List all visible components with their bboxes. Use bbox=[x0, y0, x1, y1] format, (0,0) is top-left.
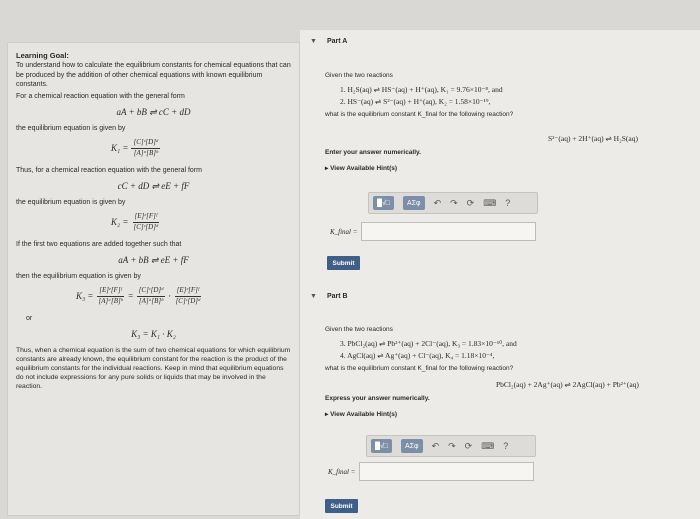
part-b-given: Given the two reactions bbox=[325, 326, 393, 333]
part-a-title: Part A bbox=[326, 38, 348, 45]
reset-icon[interactable]: ⟳ bbox=[466, 197, 475, 208]
k1-denominator: [A]ᵃ[B]ᵇ bbox=[133, 148, 158, 157]
part-a-instruction: Enter your answer numerically. bbox=[325, 149, 421, 156]
part-a-answer-row bbox=[330, 222, 536, 241]
part-b-submit-button[interactable]: Submit bbox=[325, 499, 358, 513]
given-by-2: the equilibrium equation is given by bbox=[16, 198, 126, 206]
intro-text-3: If the first two equations are added together such that bbox=[16, 241, 182, 249]
goal-title: Learning Goal: bbox=[16, 51, 69, 60]
greek-symbols-button[interactable]: ΑΣφ bbox=[401, 439, 423, 453]
intro-text-2: Thus, for a chemical reaction equation with the general form bbox=[16, 167, 202, 175]
templates-button[interactable]: █√□ bbox=[371, 439, 392, 453]
k1-numerator: [C]ᶜ[D]ᵈ bbox=[131, 138, 160, 148]
question-panel bbox=[300, 30, 700, 519]
part-a-hints-label: View Available Hint(s) bbox=[330, 165, 398, 172]
part-a-submit-button[interactable]: Submit bbox=[327, 256, 360, 270]
part-b-answer-input[interactable] bbox=[359, 462, 534, 481]
part-a-question: what is the equilibrium constant K_final for the following reaction? bbox=[325, 111, 514, 118]
part-a-answer-label: K_final = bbox=[330, 227, 358, 236]
k1-expression bbox=[16, 138, 291, 158]
keyboard-icon[interactable]: ⌨ bbox=[481, 440, 495, 451]
k3-num-b: [C]ᶜ[D]ᵈ bbox=[137, 286, 166, 296]
part-b-instruction: Express your answer numerically. bbox=[325, 395, 430, 402]
chevron-down-icon: ▼ bbox=[310, 293, 317, 300]
k3-den-b: [A]ᵃ[B]ᵇ bbox=[138, 296, 164, 305]
given-by-3: then the equilibrium equation is given by bbox=[16, 272, 141, 280]
part-b-hints-link[interactable]: ▸ View Available Hint(s) bbox=[325, 411, 398, 418]
part-b-answer-row bbox=[328, 462, 534, 481]
greek-symbols-button[interactable]: ΑΣφ bbox=[403, 196, 425, 210]
part-a-reaction-1: 1. H₂S(aq) ⇌ HS⁻(aq) + H⁺(aq), K₁ = 9.76×10⁻⁸, and bbox=[340, 85, 503, 94]
part-b-target-reaction: PbCl₂(aq) + 2Ag⁺(aq) ⇌ 2AgCl(aq) + Pb²⁺(aq) bbox=[496, 380, 639, 389]
redo-icon[interactable]: ↷ bbox=[450, 197, 458, 208]
part-b-question: what is the equilibrium constant K_final for the following reaction? bbox=[325, 365, 514, 372]
k2-lhs: K₂ = bbox=[111, 217, 129, 228]
k2-numerator: [E]ᵉ[F]ᶠ bbox=[133, 212, 160, 222]
k1-lhs: K₁ = bbox=[111, 143, 129, 154]
given-by-1: the equilibrium equation is given by bbox=[16, 125, 126, 133]
part-b-toolbar bbox=[366, 435, 536, 457]
part-b-hints-label: View Available Hint(s) bbox=[330, 411, 398, 418]
or-text: or bbox=[26, 315, 33, 323]
undo-icon[interactable]: ↶ bbox=[433, 197, 442, 208]
part-b-header[interactable] bbox=[310, 293, 348, 300]
part-b-title: Part B bbox=[326, 293, 348, 300]
k3-num-a: [E]ᵉ[F]ᶠ bbox=[97, 286, 124, 296]
k2-expression bbox=[16, 212, 291, 232]
part-a-toolbar bbox=[368, 192, 538, 214]
help-icon[interactable]: ? bbox=[503, 441, 509, 451]
k3-den-a: [A]ᵃ[B]ᵇ bbox=[98, 296, 123, 305]
reset-icon[interactable]: ⟳ bbox=[464, 440, 473, 451]
part-a-reaction-2: 2. HS⁻(aq) ⇌ S²⁻(aq) + H⁺(aq), K₂ = 1.58×10⁻¹⁹, bbox=[340, 97, 491, 106]
goal-text: To understand how to calculate the equilibrium constants for chemical equations that can be produced by the addition of other chemical equations with known equilibrium constants. bbox=[16, 62, 291, 88]
part-a-target-reaction: S²⁻(aq) + 2H⁺(aq) ⇌ H₂S(aq) bbox=[548, 134, 638, 143]
k3-num-c: [E]ᵉ[F]ᶠ bbox=[175, 286, 202, 296]
part-a-header[interactable] bbox=[310, 38, 347, 45]
k2-denominator: [C]ᶜ[D]ᵈ bbox=[133, 222, 159, 231]
chevron-down-icon: ▼ bbox=[310, 38, 317, 45]
part-b-reaction-4: 4. AgCl(aq) ⇌ Ag⁺(aq) + Cl⁻(aq), K₄ = 1.18×10⁻⁴, bbox=[340, 351, 495, 360]
k3-expression bbox=[16, 286, 291, 306]
general-equation-2: cC + dD ⇌ eE + fF bbox=[117, 180, 190, 191]
general-equation-1: aA + bB ⇌ cC + dD bbox=[116, 106, 191, 117]
part-a-hints-link[interactable]: ▸ View Available Hint(s) bbox=[325, 165, 398, 172]
help-icon[interactable]: ? bbox=[505, 198, 511, 208]
redo-icon[interactable]: ↷ bbox=[448, 440, 456, 451]
k3-lhs: K₃ = bbox=[76, 291, 94, 302]
part-a-answer-input[interactable] bbox=[361, 222, 536, 241]
general-equation-3: aA + bB ⇌ eE + fF bbox=[118, 254, 189, 265]
k3-product: K₃ = K₁ · K₂ bbox=[131, 328, 176, 339]
k3-dot: · bbox=[168, 291, 171, 302]
k3-equals: = bbox=[127, 291, 134, 302]
part-a-given: Given the two reactions bbox=[325, 72, 393, 79]
final-paragraph: Thus, when a chemical equation is the sum of two chemical equations for which equilibrium constants are already known, the equilibrium constant for the reaction is the product of the equilibrium constants for the individual reactions. Keep in mind that equilibrium equations do not include expressions for any pure solids or liquids that may be involved in the reaction. bbox=[16, 346, 291, 390]
k3-den-c: [C]ᶜ[D]ᵈ bbox=[175, 296, 201, 305]
part-b-answer-label: K_final = bbox=[328, 467, 356, 476]
keyboard-icon[interactable]: ⌨ bbox=[483, 197, 497, 208]
undo-icon[interactable]: ↶ bbox=[431, 440, 440, 451]
templates-button[interactable]: █√□ bbox=[373, 196, 394, 210]
part-b-reaction-3: 3. PbCl₂(aq) ⇌ Pb²⁺(aq) + 2Cl⁻(aq), K₃ = 1.83×10⁻¹⁰, and bbox=[340, 339, 517, 348]
intro-text-1: For a chemical reaction equation with the general form bbox=[16, 93, 185, 101]
learning-goal-panel bbox=[7, 42, 300, 516]
